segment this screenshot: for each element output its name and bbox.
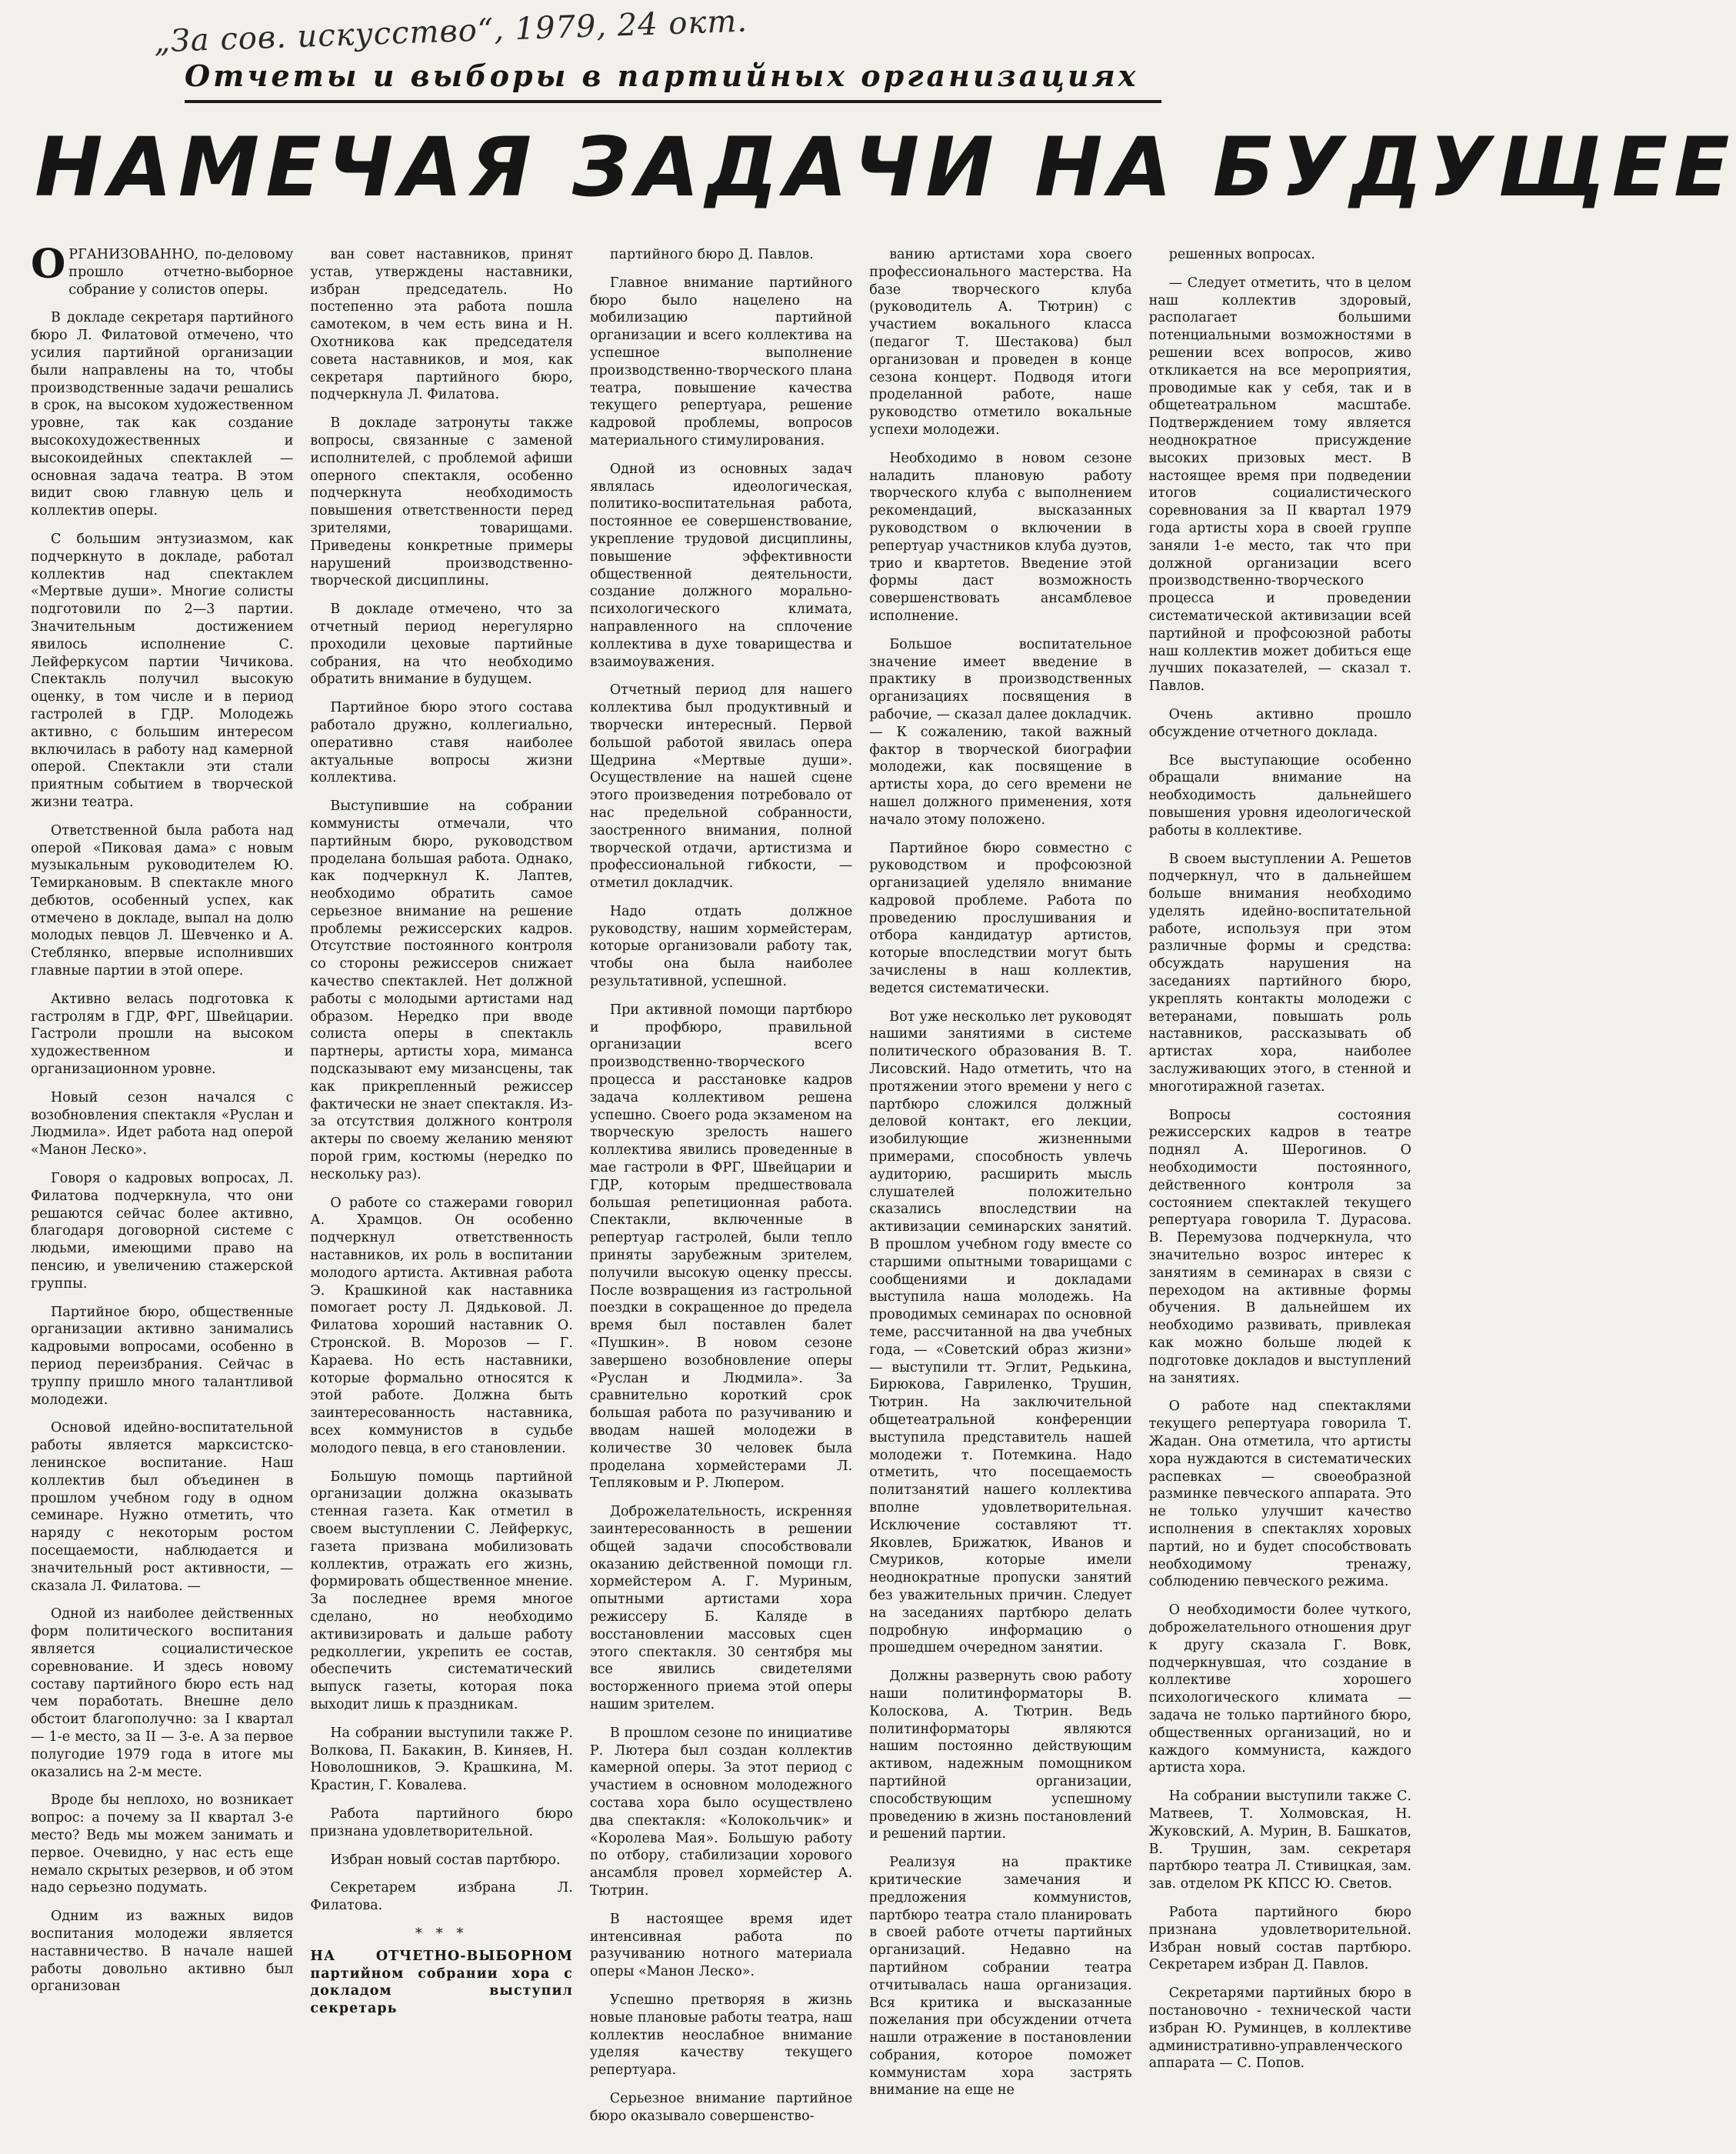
article-paragraph: О необходимости более чуткого, доброжелательного отношения друг к другу сказала Г. Вовк, подчеркнувшая, что создание в коллективе хорошего психологического климата — задача не только партийного бюро, общественных организаций, но и каждого коммуниста, каждого артиста хора.	[1148, 1602, 1412, 1776]
article-columns	[31, 241, 1412, 2146]
article-paragraph: В своем выступлении А. Решетов подчеркнул, что в дальнейшем больше внимания необходимо уделять идейно-воспитательной работе, используя при этом различные формы и средства: обсуждать нарушения на заседаниях партийного бюро, укреплять контакты молодежи с ветеранами, повышать роль наставников, рассказывать об артистах хора, наиболее заслуживающих этого, в стенной и многотиражной газетах.	[1148, 851, 1412, 1095]
drop-cap: О	[31, 241, 66, 288]
article-paragraph: Секретарями партийных бюро в постановочно - технической части избран Ю. Руминцев, в коллективе административно-управленческого аппарата — С. Попов.	[1148, 1986, 1412, 2072]
headline: НАМЕЧАЯ ЗАДАЧИ НА БУДУЩЕЕ	[35, 120, 1736, 215]
article-paragraph: На собрании выступили также Р. Волкова, П. Бакакин, В. Киняев, Н. Новолошников, Э. Крашкина, М. Крастин, Г. Ковалева.	[310, 1725, 573, 1794]
article-paragraph: Вопросы состояния режиссерских кадров в театре поднял А. Шерогинов. О необходимости постоянного, действенного контроля за состоянием спектаклей текущего репертуара говорила Т. Дурасова. В. Перемузова подчеркнула, что значительно возрос интерес к занятиям в семинарах в связи с переходом на активные формы обучения. В дальнейшем их необходимо развивать, привлекая как можно больше людей к подготовке докладов и выступлений на занятиях.	[1148, 1107, 1412, 1386]
article-paragraph: Основой идейно-воспитательной работы является марксистско-ленинское воспитание. Наш коллектив был объединен в прошлом учебном году в одном семинаре. Нужно отметить, что наряду с некоторым ростом посещаемости, наблюдается и значительный рост активности, — сказала Л. Филатова. —	[31, 1420, 294, 1594]
article-paragraph: РГАНИЗОВАННО, по-деловому прошло отчетно-выборное собрание у солистов оперы.	[68, 247, 294, 298]
column-5	[1149, 246, 1411, 2146]
article-paragraph: Работа партийного бюро признана удовлетворительной. Избран новый состав партбюро. Секретарем избран Д. Павлов.	[1148, 1904, 1412, 1973]
article-paragraph: Секретарем избрана Л. Филатова.	[310, 1880, 573, 1914]
article-paragraph: Одной из основных задач являлась идеологическая, политико-воспитательная работа, постоянное ее совершенствование, укрепление трудовой дисциплины, повышение эффективности общественной деятельности, создание должного морально-психологического климата, направленного на сплочение коллектива в духе товарищества и взаимоуважения.	[589, 461, 853, 670]
article-paragraph: Вроде бы неплохо, но возникает вопрос: а почему за II квартал 3-е место? Ведь мы можем занимать и первое. Очевидно, у нас есть еще немало скрытых резервов, и об этом надо серьезно подумать.	[31, 1792, 294, 1896]
article-paragraph: решенных вопросах.	[1168, 247, 1315, 262]
article-paragraph: Очень активно прошло обсуждение отчетного доклада.	[1148, 706, 1412, 740]
article-paragraph: Новый сезон начался с возобновления спектакля «Руслан и Людмила». Идет работа над оперой «Манон Леско».	[31, 1089, 294, 1159]
article-paragraph: Одной из наиболее действенных форм политического воспитания является социалистическое соревнование. И здесь новому составу партийного бюро есть над чем поработать. Внешне дело обстоит благополучно: за I квартал — 1-е место, за II — 3-е. А за первое полугодие 1979 года в итоге мы оказались на 2-м месте.	[31, 1606, 294, 1780]
article-paragraph: — Следует отметить, что в целом наш коллектив здоровый, располагает большими потенциальными возможностями в решении всех вопросов, живо откликается на все мероприятия, проводимые как у себя, так и в общетеатральном масштабе. Подтверждением тому является неоднократное присуждение высоких призовых мест. В настоящее время при подведении итогов социалистического соревнования за II квартал 1979 года артисты хора в своей группе заняли 1-е место, так что при должной организации всего производственно-творческого процесса и проведении систематической активизации всей партийной и профсоюзной работы наш коллектив может добиться еще лучших показателей, — сказал т. Павлов.	[1148, 275, 1412, 695]
article-paragraph: О работе над спектаклями текущего репертуара говорила Т. Жадан. Она отметила, что артисты хора нуждаются в систематических распевках — своеобразной разминке певческого аппарата. Это не только улучшит качество исполнения в спектаклях хоровых партий, но и будет способствовать необходимому тренажу, соблюдению певческого режима.	[1148, 1399, 1412, 1590]
article-paragraph: Отчетный период для нашего коллектива был продуктивный и творчески интересный. Первой большой работой явилась опера Щедрина «Мертвые души». Осуществление на нашей сцене этого произведения потребовало от нас предельной собранности, заостренного внимания, полной творческой отдачи, артистизма и профессиональной гибкости, — отметил докладчик.	[589, 682, 853, 892]
article-paragraph: Партийное бюро совместно с руководством и профсоюзной организацией уделяло внимание кадровой проблеме. Работа по проведению прослушивания и отбора кандидатур артистов, которые впоследствии могут быть зачислены в наш коллектив, ведется систематически.	[869, 840, 1132, 996]
article-paragraph: О работе со стажерами говорил А. Храмцов. Он особенно подчеркнул ответственность наставников, их роль в воспитании молодого артиста. Активная работа Э. Крашкиной как наставника помогает росту Л. Дядьковой. Л. Филатова хороший наставник О. Стронской. В. Морозов — Г. Караевa. Но есть наставники, которые формально относятся к этой работе. Должна быть заинтересованность наставника, всех коммунистов в судьбе молодого певца, в его становлении.	[310, 1195, 573, 1456]
article-paragraph: В прошлом сезоне по инициативе Р. Лютера был создан коллектив камерной оперы. За этот период с участием в основном молодежного состава хора было осуществлено два спектакля: «Колокольчик» и «Королева Мая». Большую работу по отбору, стабилизации хорового ансамбля провел хормейстер А. Тютрин.	[589, 1725, 853, 1899]
article-paragraph: ван совет наставников, принят устав, утверждены наставники, избран председатель. Но постепенно эта работа пошла самотеком, в чем есть вина и Н. Охотникова как председателя совета наставников, и моя, как секретаря партийного бюро, подчеркнула Л. Филатова.	[310, 247, 573, 403]
handwritten-note: „За сов. искусство“, 1979, 24 окт.	[153, 3, 748, 60]
article-paragraph: Избран новый состав партбюро.	[330, 1852, 561, 1868]
article-paragraph: ванию артистами хора своего профессионального мастерства. На базе творческого клуба (руководитель А. Тютрин) с участием вокального класса (педагог Т. Шестакова) был организован и проведен в конце сезона концерт. Подводя итоги проделанной работе, наше руководство отметило вокальные успехи молодежи.	[869, 247, 1132, 438]
article-paragraph: Необходимо в новом сезоне наладить плановую работу творческого клуба с выполнением рекомендаций, высказанных руководством о включении в репертуар участников клуба дуэтов, трио и квартетов. Введение этой формы даст возможность совершенствовать ансамблевое исполнение.	[869, 450, 1132, 624]
article-paragraph: Все выступающие особенно обращали внимание на необходимость дальнейшего повышения уровня идеологической работы в коллективе.	[1148, 752, 1412, 839]
section-lead: НА ОТЧЕТНО-ВЫБОРНОМ партийном собрании хора с докладом выступил секретарь	[310, 1948, 573, 2017]
article-paragraph: Выступившие на собрании коммунисты отмечали, что партийным бюро, руководством проделана большая работа. Однако, как подчеркнул К. Лаптев, необходимо обратить самое серьезное внимание на решение проблемы режиссерских кадров. Отсутствие постоянного контроля со стороны режиссеров снижает качество спектаклей. Нет должной работы с молодыми артистами над образом. Нередко при вводе солиста оперы в спектакль партнеры, артисты хора, мимансa подсказывают ему мизансцены, так как прикрепленный режиссер фактически не знает спектакля. Из-за отсутствия должного контроля актеры по своему желанию меняют порой грим, костюмы (нередко по нескольку раз).	[310, 799, 573, 1182]
article-paragraph: Главное внимание партийного бюро было нацелено на мобилизацию партийной организации и всего коллектива на успешное выполнение производственно-творческого плана театра, повышение качества текущего репертуара, решение кадровой проблемы, вопросов материального стимулирования.	[589, 275, 853, 448]
article-paragraph: При активной помощи партбюро и профбюро, правильной организации всего производственно-творческого процесса и расстановке кадров задача коллективом решена успешно. Своего рода экзаменом на творческую зрелость нашего коллектива явились проведенные в мае гастроли в ФРГ, Швейцарии и ГДР, которым предшествовала большая репетиционная работа. Спектакли, включенные в репертуар гастролей, были тепло приняты зарубежным зрителем, получили высокую оценку прессы. После возвращения из гастрольной поездки в сокращенное до предела время был поставлен балет «Пушкин». В новом сезоне завершено возобновление оперы «Руслан и Людмила». За сравнительно короткий срок большая работа по разучиванию и вводам нашей молодежи в количестве 30 человек была проделана хормейстерами Л. Тепляковым и Р. Люпером.	[589, 1002, 853, 1492]
article-paragraph: Вот уже несколько лет руководят нашими занятиями в системе политического образования В. Т. Лисовский. Надо отметить, что на протяжении этого времени у него с партбюро сложился должный деловой контакт, его лекции, изобилующие жизненными примерами, способность увлечь аудиторию, расширить мысль слушателей положительно сказались впоследствии на активизации семинарских занятий. В прошлом учебном году вместе со старшими опытными товарищами с сообщениями и докладами выступила наша молодежь. На проводимых семинарах по основной теме, рассчитанной на два учебных года, — «Советский образ жизни» — выступили тт. Эглит, Редькина, Бирюкова, Гавриленко, Трушин, Тютрин. На заключительной общетеатральной конференции выступила представитель нашей молодежи т. Потемкина. Надо отметить, что посещаемость политзанятий нашего коллектива вполне удовлетворительная. Исключение составляют тт. Яковлев, Брижатюк, Иванов и Смуриков, которые имели неоднократные пропуски занятий без уважительных причин. Следует на заседаниях партбюро делать подробную информацию о прошедшем очередном занятии.	[869, 1009, 1132, 1656]
column-3	[590, 246, 852, 2146]
article-paragraph: В докладе затронуты также вопросы, связанные с заменой исполнителей, с проблемой афиши оперного спектакля, особенно подчеркнута необходимость повышения ответственности перед зрителями, товарищами. Приведены конкретные примеры нарушений производственно-творческой дисциплины.	[310, 415, 573, 589]
article-paragraph: Доброжелательность, искренняя заинтересованность в решении общей задачи способствовали оказанию действенной помощи гл. хормейстером А. Г. Муриным, опытными артистами хора режиссеру Б. Каляде в восстановлении массовых сцен этого спектакля. 30 сентября мы все явились свидетелями восторженного приема этой оперы нашим зрителем.	[589, 1504, 853, 1712]
column-4	[869, 246, 1131, 2146]
article-paragraph: Серьезное внимание партийное бюро оказывало совершенство-	[589, 2090, 853, 2124]
article-paragraph: Должны развернуть свою работу наши политинформаторы В. Колоскова, А. Тютрин. Ведь политинформаторы являются нашим постоянно действующим активом, надежным помощником партийной организации, способствующим успешному проведению в жизнь постановлений и решений партии.	[869, 1669, 1132, 1842]
article-paragraph: партийного бюро Д. Павлов.	[609, 247, 814, 262]
column-1	[31, 241, 294, 2146]
article-paragraph: Партийное бюро этого состава работало дружно, коллегиально, оперативно ставя наиболее актуальные вопросы жизни коллектива.	[310, 700, 573, 786]
article-paragraph: С большим энтузиазмом, как подчеркнуто в докладе, работал коллектив над спектаклем «Мертвые души». Многие солисты подготовили по 2—3 партии. Значительным достижением явилось исполнение С. Лейферкусом партии Чичикова. Спектакль получил высокую оценку, в том числе и в период гастролей в ГДР. Молодежь активно, с большим интересом включилась в работу над камерной оперой. Спектакли эти стали приятным событием в творческой жизни театра.	[31, 531, 294, 810]
article-paragraph: Надо отдать должное руководству, нашим хормейстерам, которые организовали работу так, чтобы она была наиболее результативной, успешной.	[589, 903, 853, 990]
article-paragraph: Одним из важных видов воспитания молодежи является наставничество. В начале нашей работы довольно активно был организован	[31, 1909, 294, 1995]
article-paragraph: Говоря о кадровых вопросах, Л. Филатова подчеркнула, что они решаются сейчас более активно, благодаря договорной системе с людьми, имеющими право на пенсию, и увеличению стажерской группы.	[31, 1171, 294, 1292]
article-paragraph: В настоящее время идет интенсивная работа по разучиванию нотного материала оперы «Манон Леско».	[589, 1911, 853, 1980]
article-paragraph: Успешно претворяя в жизнь новые плановые работы театра, наш коллектив неослабное внимание уделяя качеству текущего репертуара.	[589, 1992, 853, 2079]
article-paragraph: Ответственной была работа над оперой «Пиковая дама» с новым музыкальным руководителем Ю. Темиркановым. В спектакле много дебютов, особенный успех, как отмечено в докладе, выпал на долю молодых певцов Л. Шевченко и А. Стеблянко, впервые исполнивших главные партии в этой опере.	[31, 822, 294, 979]
article-paragraph: Активно велась подготовка к гастролям в ГДР, ФРГ, Швейцарии. Гастроли прошли на высоком художественном и организационном уровне.	[31, 991, 294, 1078]
article-paragraph: На собрании выступили также С. Матвеев, Т. Холмовская, Н. Жуковский, А. Мурин, В. Башкатов, В. Трушин, зам. секретаря партбюро театра Л. Стивицкая, зам. зав. отделом РК КПСС Ю. Светов.	[1148, 1789, 1412, 1892]
column-2	[310, 246, 572, 2146]
article-paragraph: Партийное бюро, общественные организации активно занимались кадровыми вопросами, особенно в период переизбрания. Сейчас в труппу пришло много талантливой молодежи.	[31, 1304, 294, 1408]
article-paragraph: Большую помощь партийной организации должна оказывать стенная газета. Как отметил в своем выступлении С. Лейферкус, газета призвана мобилизовать коллектив, отражать его жизнь, формировать общественное мнение. За последнее время многое сделано, но необходимо активизировать и дальше работу редколлегии, укрепить ее состав, обеспечить систематический выпуск газеты, которая пока выходит лишь к праздникам.	[310, 1469, 573, 1712]
article-paragraph: Реализуя на практике критические замечания и предложения коммунистов, партбюро театра стало планировать в своей работе отчеты партийных организаций. Недавно на партийном собрании театра отчитывалась наша организация. Вся критика и высказанные пожелания при обсуждении отчета нашли отражение в постановлении собрания, которое поможет коммунистам хора застрять внимание на еще не	[869, 1855, 1132, 2099]
section-separator: * * *	[415, 1925, 468, 1942]
article-paragraph: Работа партийного бюро признана удовлетворительной.	[310, 1806, 573, 1839]
rubric-title: Отчеты и выборы в партийных организациях	[185, 58, 1139, 93]
article-paragraph: Большое воспитательное значение имеет введение в практику в производственных организациях посвящения в рабочие, — сказал далее докладчик. — К сожалению, такой важный фактор в творческой биографии молодежи, как посвящение в артисты хора, до сего времени не нашел должного применения, хотя начало этому положено.	[869, 636, 1132, 828]
article-paragraph: В докладе отмечено, что за отчетный период нерегулярно проходили цеховые партийные собрания, на что необходимо обратить внимание в будущем.	[310, 602, 573, 688]
article-paragraph: В докладе секретаря партийного бюро Л. Филатовой отмечено, что усилия партийной организации были направлены на то, чтобы производственные задачи решались в срок, на высоком художественном уровне, так как создание высокохудожественных и высокоидейных спектаклей — основная задача театра. В этом видит свою главную цель и коллектив оперы.	[31, 310, 294, 519]
rubric-underline	[185, 100, 1161, 103]
